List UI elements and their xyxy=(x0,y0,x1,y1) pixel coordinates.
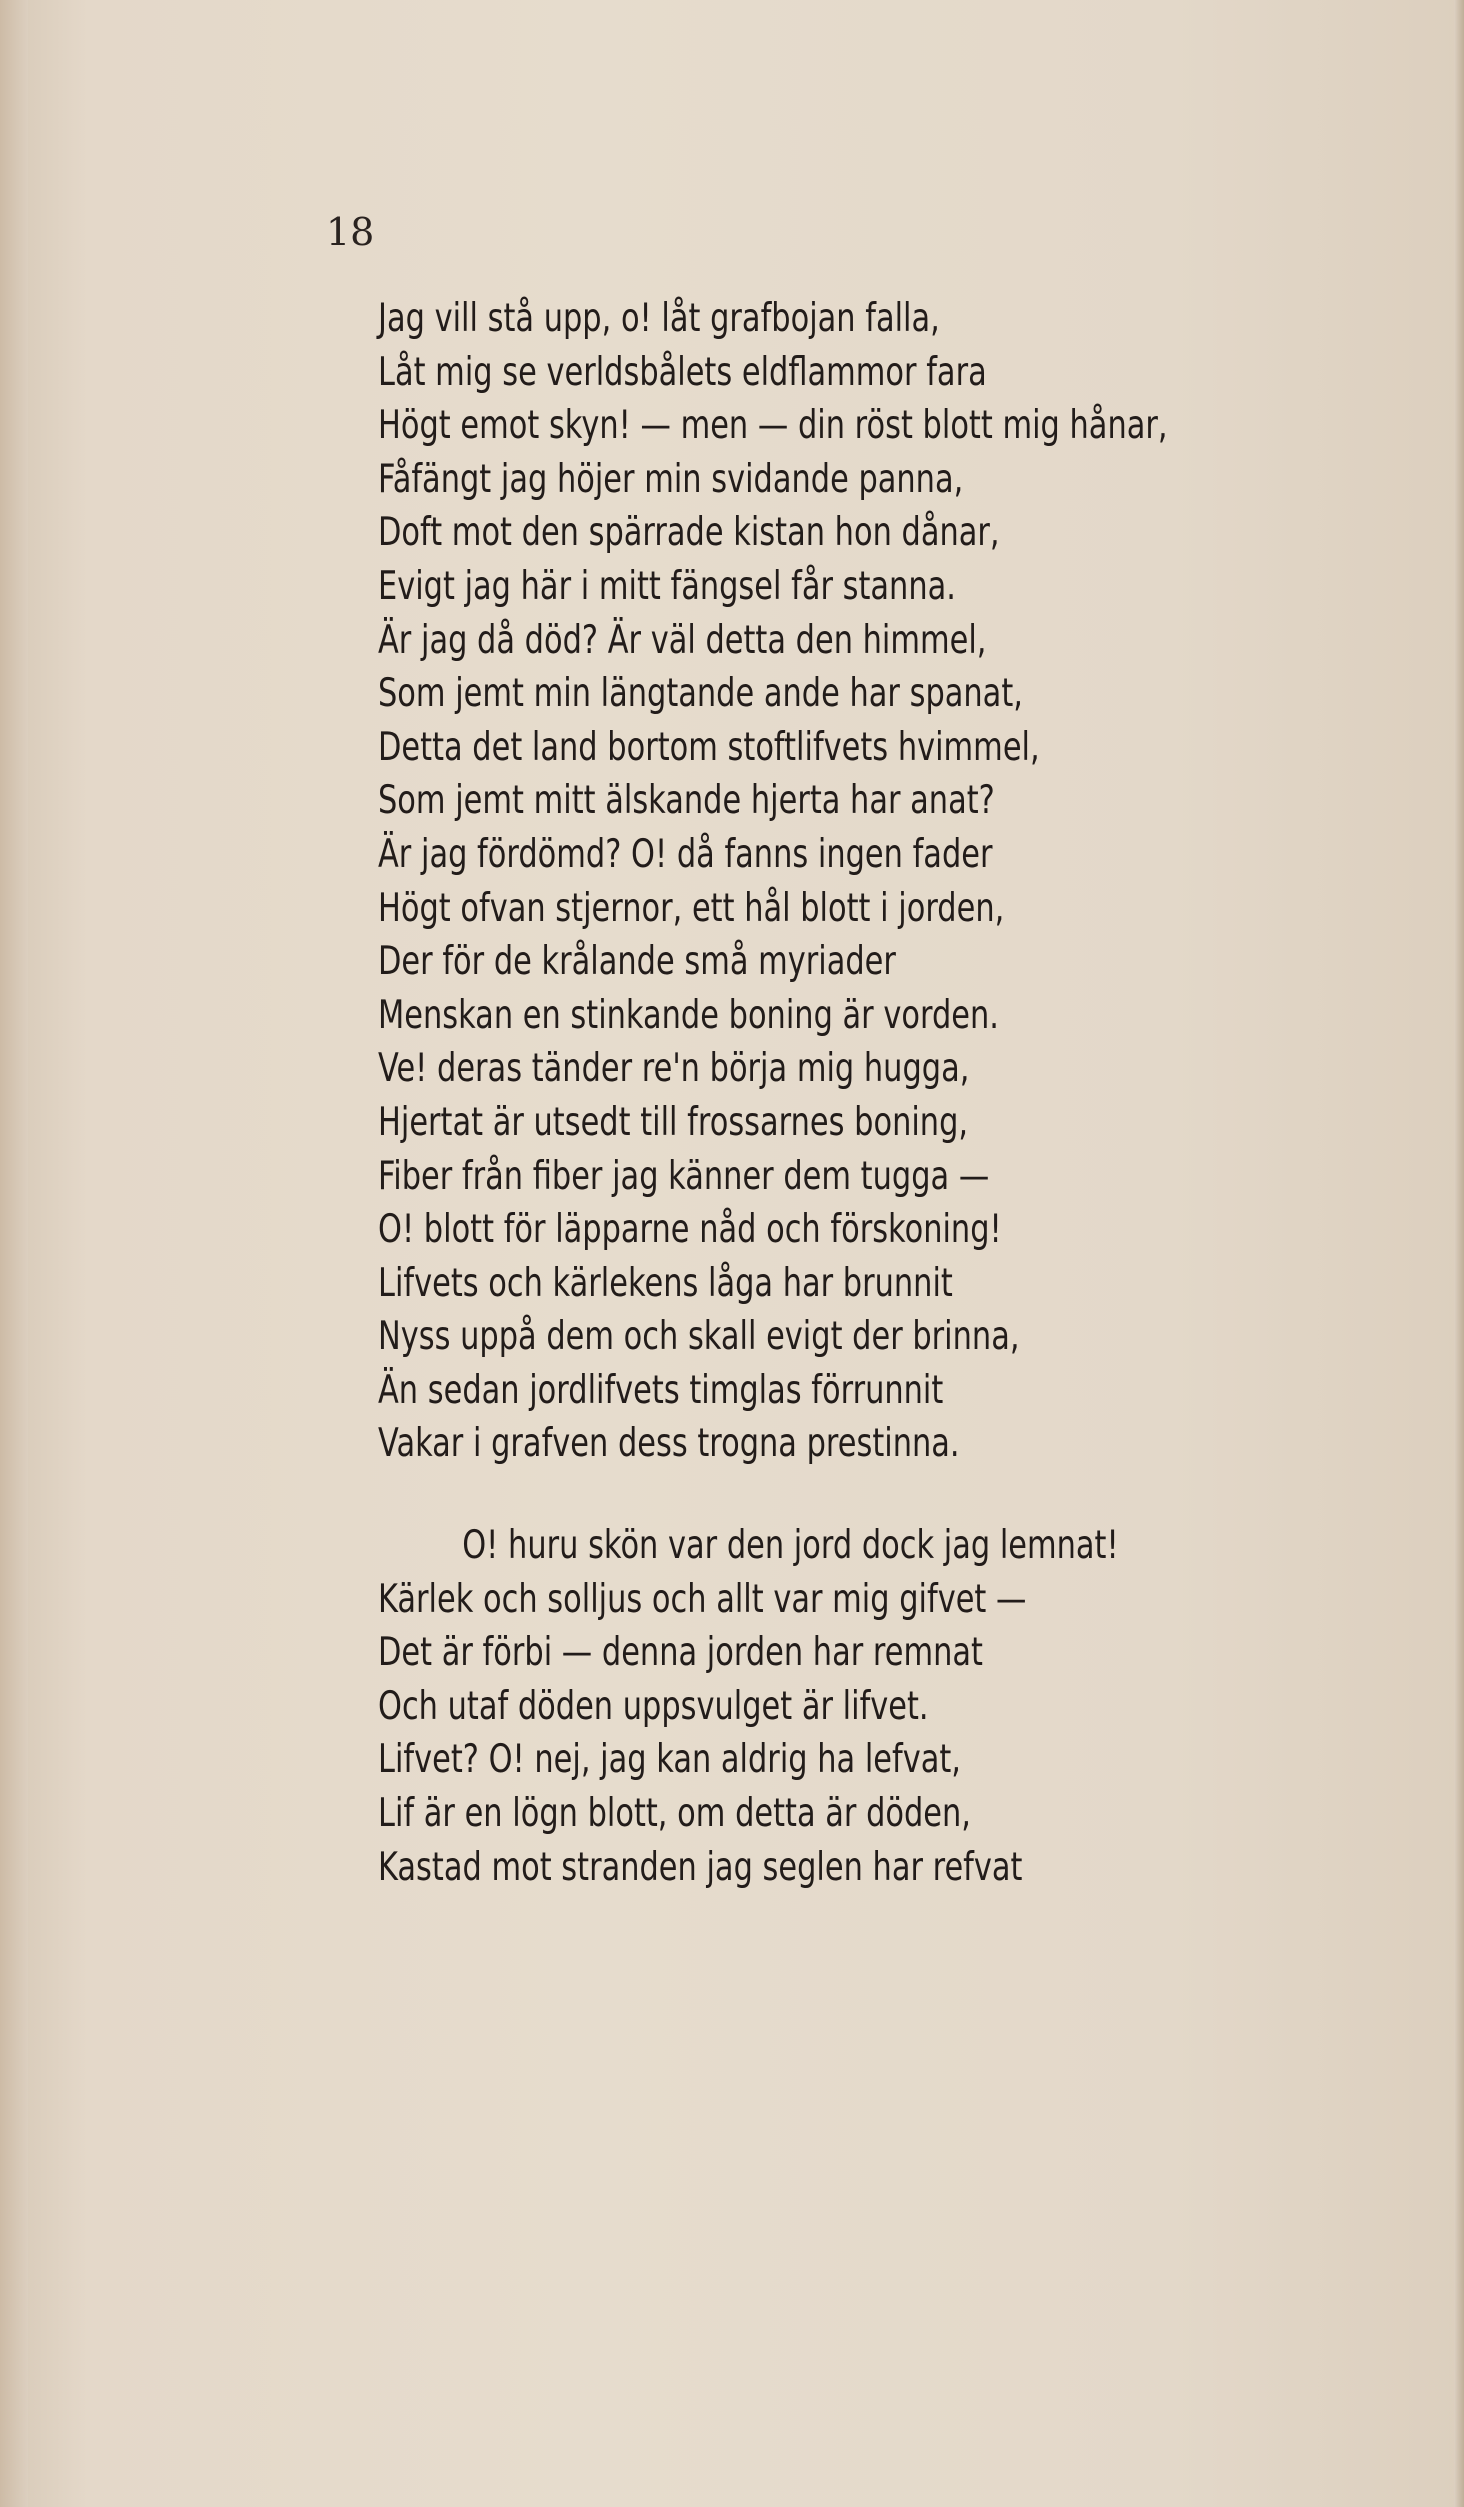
poem-line: Och utaf döden uppsvulget är lifvet. xyxy=(378,1683,929,1729)
stanza-1 xyxy=(378,292,1174,1471)
poem-line: Högt ofvan stjernor, ett hål blott i jorden, xyxy=(378,885,1005,931)
poem-line: Fåfängt jag höjer min svidande panna, xyxy=(378,456,964,502)
poem-line: Detta det land bortom stoftlifvets hvimmel, xyxy=(378,724,1040,770)
poem-line: Kastad mot stranden jag seglen har refvat xyxy=(378,1844,1023,1890)
poem-line: Jag vill stå upp, o! låt grafbojan falla, xyxy=(378,296,940,341)
page-number: 18 xyxy=(326,210,375,254)
poem-line: Än sedan jordlifvets timglas förrunnit xyxy=(378,1367,944,1413)
poem-line: O! blott för läpparne nåd och förskoning! xyxy=(378,1207,1002,1253)
poem-line: Som jemt mitt älskande hjerta har anat? xyxy=(378,778,995,824)
poem-line: Nyss uppå dem och skall evigt der brinna, xyxy=(378,1314,1020,1360)
poem-line: Menskan en stinkande boning är vorden. xyxy=(378,992,999,1038)
poem-line: Ve! deras tänder re'n börja mig hugga, xyxy=(378,1046,970,1092)
stanza-2 xyxy=(378,1519,1174,1894)
poem-line: Är jag då död? Är väl detta den himmel, xyxy=(378,617,987,663)
poem-line: Der för de krålande små myriader xyxy=(378,939,896,985)
poem-line: Låt mig se verldsbålets eldflammor fara xyxy=(378,349,987,395)
poem-line: Högt emot skyn! — men — din röst blott mig hånar, xyxy=(378,403,1168,449)
poem-line: Fiber från fiber jag känner dem tugga — xyxy=(378,1153,990,1199)
poem-line: Kärlek och solljus och allt var mig gifvet — xyxy=(378,1576,1027,1622)
poem-text xyxy=(378,292,1174,1894)
poem-line: Vakar i grafven dess trogna prestinna. xyxy=(378,1421,960,1467)
poem-line: O! huru skön var den jord dock jag lemnat! xyxy=(462,1523,1119,1569)
poem-line: Det är förbi — denna jorden har remnat xyxy=(378,1630,983,1676)
page-right-edge xyxy=(1454,0,1464,2507)
stanza-break xyxy=(378,1471,1174,1519)
poem-line: Lifvet? O! nej, jag kan aldrig ha lefvat, xyxy=(378,1737,961,1783)
poem-line: Lifvets och kärlekens låga har brunnit xyxy=(378,1260,953,1306)
page-left-edge xyxy=(0,0,28,2507)
poem-line: Är jag fördömd? O! då fanns ingen fader xyxy=(378,831,993,877)
poem-line: Doft mot den spärrade kistan hon dånar, xyxy=(378,510,1000,556)
poem-line: Hjertat är utsedt till frossarnes boning, xyxy=(378,1099,969,1145)
poem-line: Evigt jag här i mitt fängsel får stanna. xyxy=(378,563,956,609)
poem-line: Som jemt min längtande ande har spanat, xyxy=(378,671,1023,717)
poem-line: Lif är en lögn blott, om detta är döden, xyxy=(378,1791,971,1837)
